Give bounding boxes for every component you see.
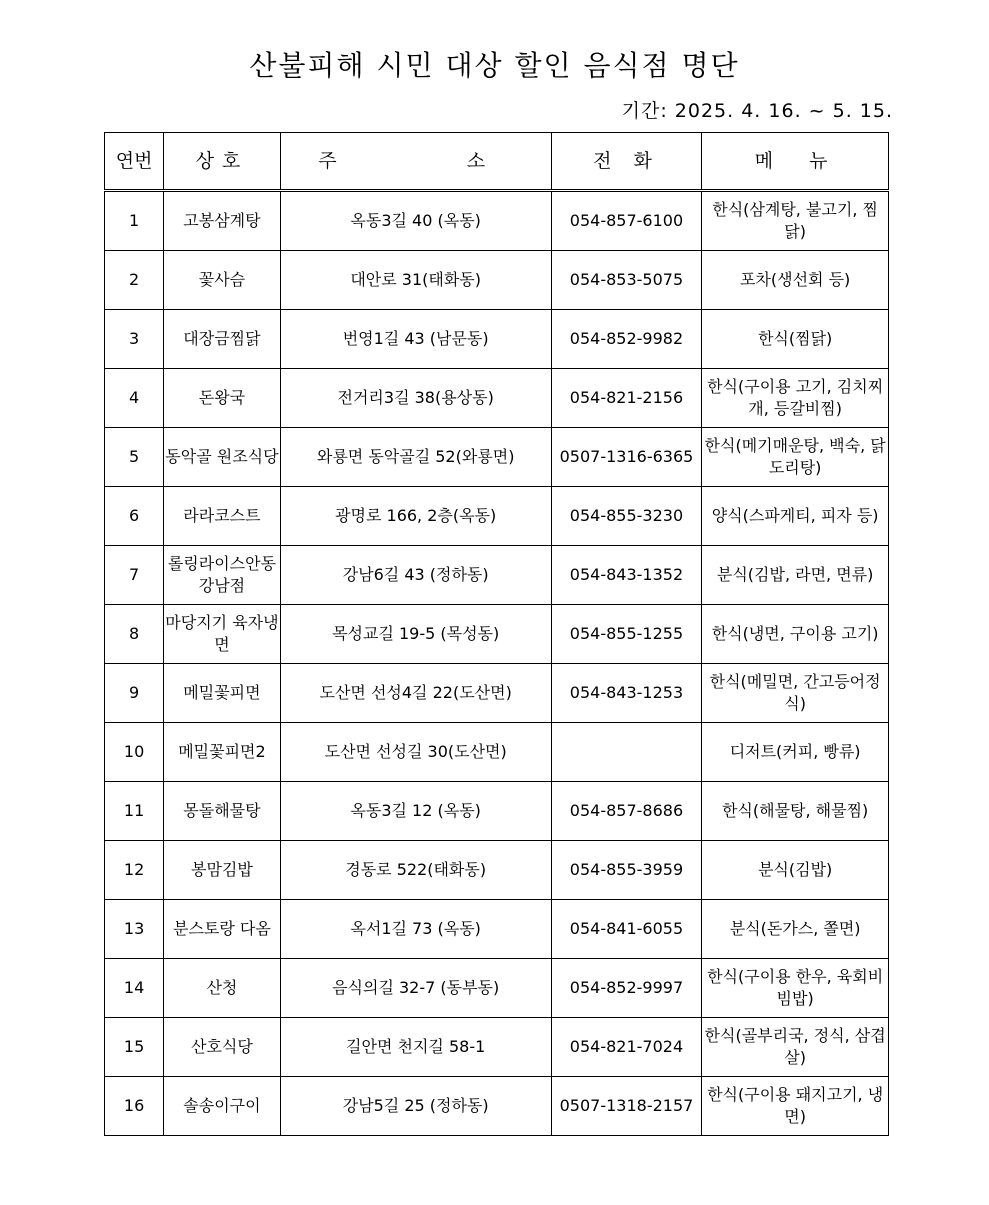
- cell-name: 라라코스트: [164, 487, 280, 546]
- cell-no: 1: [105, 191, 164, 251]
- cell-menu: 한식(메기매운탕, 백숙, 닭도리탕): [702, 428, 889, 487]
- cell-name: 산호식당: [164, 1018, 280, 1077]
- cell-menu: 한식(구이용 한우, 육회비빔밥): [702, 959, 889, 1018]
- header-phone: 전 화: [551, 133, 702, 191]
- cell-address: 대안로 31(태화동): [280, 251, 551, 310]
- cell-address: 강남6길 43 (정하동): [280, 546, 551, 605]
- cell-name: 몽돌해물탕: [164, 782, 280, 841]
- cell-phone: 0507-1316-6365: [551, 428, 702, 487]
- cell-name: 꽃사슴: [164, 251, 280, 310]
- cell-menu: 디저트(커피, 빵류): [702, 723, 889, 782]
- table-row: [105, 723, 889, 782]
- cell-phone: 054-852-9982: [551, 310, 702, 369]
- cell-name: 솔송이구이: [164, 1077, 280, 1136]
- cell-phone: 054-841-6055: [551, 900, 702, 959]
- table-row: [105, 841, 889, 900]
- cell-phone: 054-843-1352: [551, 546, 702, 605]
- header-address: 주 소: [280, 133, 551, 191]
- header-no: 연번: [105, 133, 164, 191]
- cell-no: 6: [105, 487, 164, 546]
- table-row: [105, 1077, 889, 1136]
- cell-no: 14: [105, 959, 164, 1018]
- cell-address: 광명로 166, 2층(옥동): [280, 487, 551, 546]
- table-row: [105, 251, 889, 310]
- cell-phone: 054-857-8686: [551, 782, 702, 841]
- cell-name: 메밀꽃피면2: [164, 723, 280, 782]
- cell-address: 와룡면 동악골길 52(와룡면): [280, 428, 551, 487]
- cell-address: 도산면 선성4길 22(도산면): [280, 664, 551, 723]
- cell-phone: 054-821-7024: [551, 1018, 702, 1077]
- cell-menu: 한식(구이용 고기, 김치찌개, 등갈비찜): [702, 369, 889, 428]
- table-row: [105, 310, 889, 369]
- cell-no: 8: [105, 605, 164, 664]
- cell-name: 동악골 원조식당: [164, 428, 280, 487]
- cell-address: 강남5길 25 (정하동): [280, 1077, 551, 1136]
- cell-address: 전거리3길 38(용상동): [280, 369, 551, 428]
- cell-name: 메밀꽃피면: [164, 664, 280, 723]
- cell-menu: 포차(생선회 등): [702, 251, 889, 310]
- cell-phone: 054-855-3230: [551, 487, 702, 546]
- cell-phone: 0507-1318-2157: [551, 1077, 702, 1136]
- cell-no: 5: [105, 428, 164, 487]
- cell-menu: 분식(김밥, 라면, 면류): [702, 546, 889, 605]
- cell-name: 산청: [164, 959, 280, 1018]
- cell-phone: 054-843-1253: [551, 664, 702, 723]
- table-row: [105, 605, 889, 664]
- cell-menu: 분식(김밥): [702, 841, 889, 900]
- table-row: [105, 900, 889, 959]
- restaurant-table: [104, 132, 889, 1136]
- cell-no: 7: [105, 546, 164, 605]
- cell-address: 옥동3길 12 (옥동): [280, 782, 551, 841]
- cell-no: 11: [105, 782, 164, 841]
- table-row: [105, 191, 889, 251]
- cell-no: 12: [105, 841, 164, 900]
- cell-no: 13: [105, 900, 164, 959]
- cell-menu: 양식(스파게티, 피자 등): [702, 487, 889, 546]
- cell-phone: 054-855-1255: [551, 605, 702, 664]
- cell-name: 고봉삼계탕: [164, 191, 280, 251]
- cell-address: 목성교길 19-5 (목성동): [280, 605, 551, 664]
- cell-name: 돈왕국: [164, 369, 280, 428]
- cell-address: 경동로 522(태화동): [280, 841, 551, 900]
- table-row: [105, 664, 889, 723]
- cell-address: 도산면 선성길 30(도산면): [280, 723, 551, 782]
- cell-phone: 054-857-6100: [551, 191, 702, 251]
- table-row: [105, 546, 889, 605]
- table-row: [105, 487, 889, 546]
- cell-menu: 한식(구이용 돼지고기, 냉면): [702, 1077, 889, 1136]
- cell-phone: 054-821-2156: [551, 369, 702, 428]
- period-label: 기간: 2025. 4. 16. ~ 5. 15.: [621, 100, 893, 122]
- cell-name: 롤링라이스안동강남점: [164, 546, 280, 605]
- cell-phone: 054-855-3959: [551, 841, 702, 900]
- cell-menu: 한식(삼계탕, 불고기, 찜닭): [702, 191, 889, 251]
- document-title: 산불피해 시민 대상 할인 음식점 명단: [249, 49, 740, 82]
- cell-address: 음식의길 32-7 (동부동): [280, 959, 551, 1018]
- header-menu: 메 뉴: [702, 133, 889, 191]
- cell-address: 번영1길 43 (남문동): [280, 310, 551, 369]
- table-row: [105, 782, 889, 841]
- cell-menu: 한식(해물탕, 해물찜): [702, 782, 889, 841]
- cell-name: 마당지기 육자냉면: [164, 605, 280, 664]
- cell-address: 옥동3길 40 (옥동): [280, 191, 551, 251]
- cell-name: 봉맘김밥: [164, 841, 280, 900]
- table-row: [105, 428, 889, 487]
- cell-phone: 054-852-9997: [551, 959, 702, 1018]
- cell-menu: 분식(돈가스, 쫄면): [702, 900, 889, 959]
- table-row: [105, 369, 889, 428]
- cell-menu: 한식(메밀면, 간고등어정식): [702, 664, 889, 723]
- cell-name: 분스토랑 다옴: [164, 900, 280, 959]
- table-header-row: [105, 133, 889, 191]
- cell-no: 4: [105, 369, 164, 428]
- cell-menu: 한식(찜닭): [702, 310, 889, 369]
- cell-no: 2: [105, 251, 164, 310]
- cell-no: 16: [105, 1077, 164, 1136]
- cell-name: 대장금찜닭: [164, 310, 280, 369]
- cell-no: 10: [105, 723, 164, 782]
- cell-menu: 한식(골부리국, 정식, 삼겹살): [702, 1018, 889, 1077]
- cell-no: 9: [105, 664, 164, 723]
- table-row: [105, 1018, 889, 1077]
- cell-address: 길안면 천지길 58-1: [280, 1018, 551, 1077]
- header-name: 상호: [164, 133, 280, 191]
- cell-address: 옥서1길 73 (옥동): [280, 900, 551, 959]
- cell-no: 3: [105, 310, 164, 369]
- cell-no: 15: [105, 1018, 164, 1077]
- cell-phone: [551, 723, 702, 782]
- cell-menu: 한식(냉면, 구이용 고기): [702, 605, 889, 664]
- table-row: [105, 959, 889, 1018]
- cell-phone: 054-853-5075: [551, 251, 702, 310]
